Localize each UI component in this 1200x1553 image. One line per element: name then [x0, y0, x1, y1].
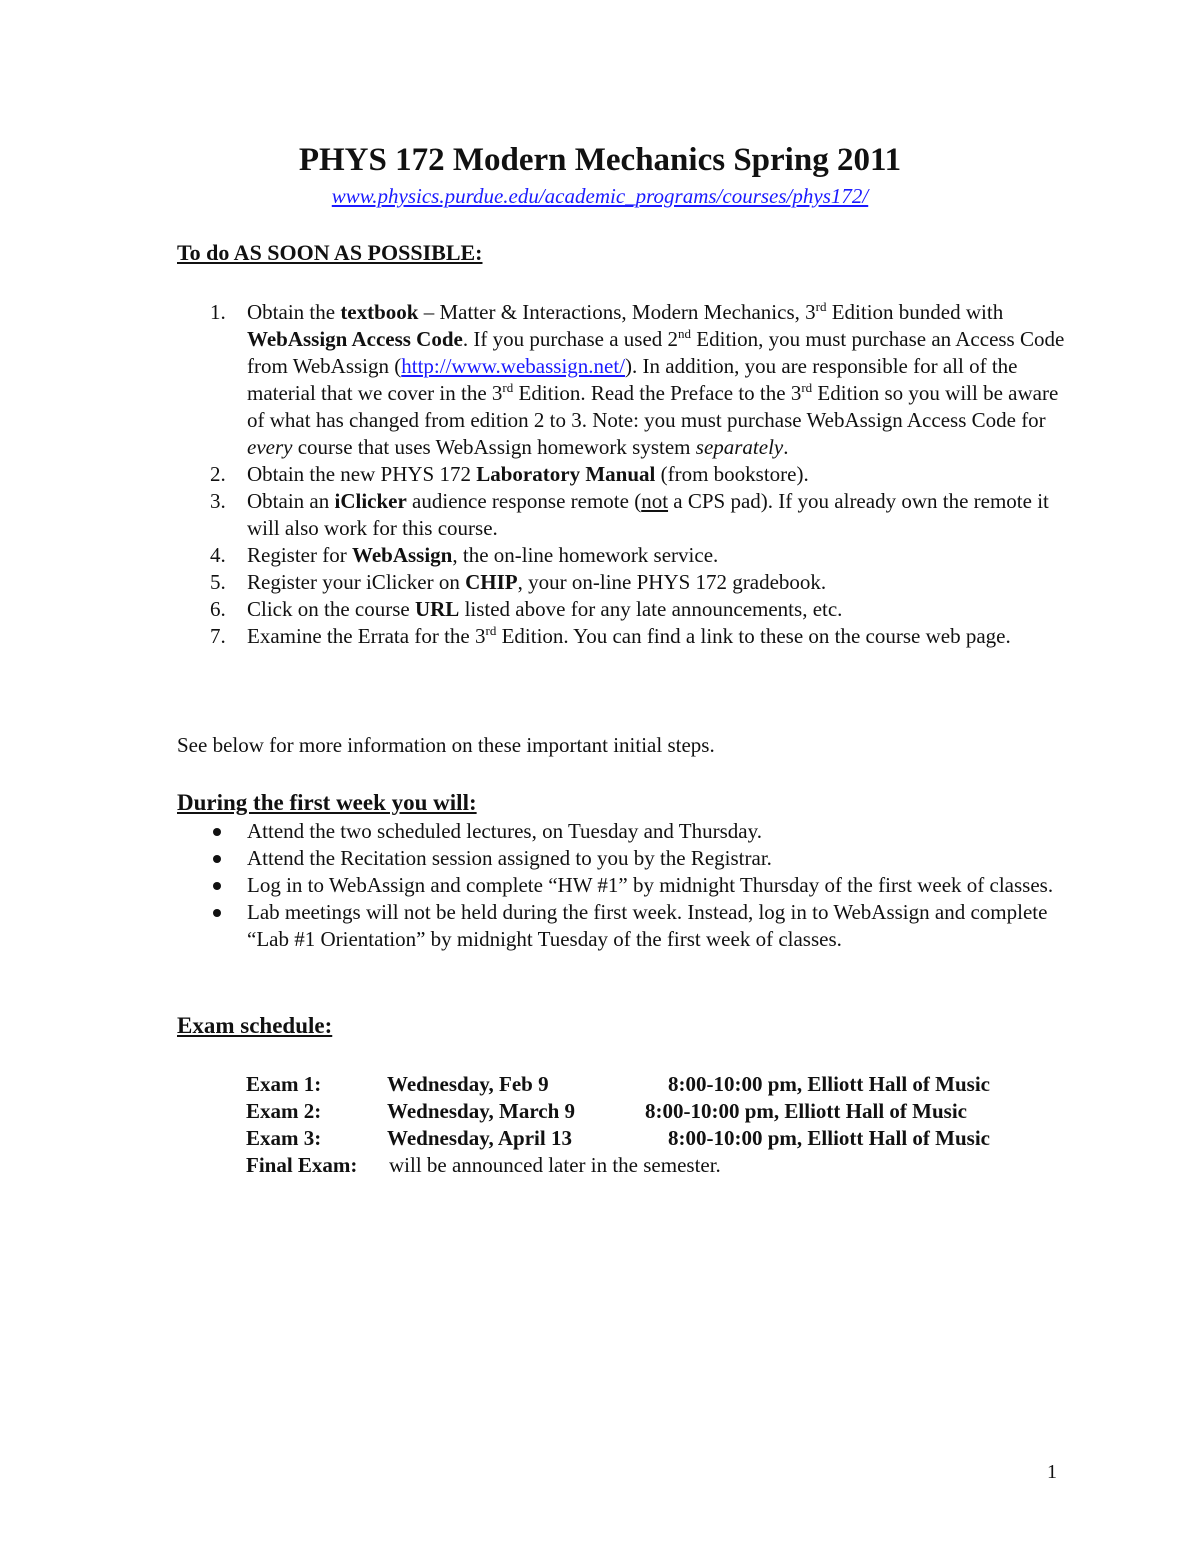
text: Register your iClicker on	[247, 570, 466, 594]
text: . If you purchase a used 2	[462, 327, 679, 351]
list-number: 2.	[210, 462, 226, 486]
first-week-heading: During the first week you will:	[177, 790, 477, 815]
text: Edition so you will be aware of what has changed from edition 2 to 3. Note: you must purchase WebAssign Access Code for	[247, 381, 1059, 432]
list-number: 6.	[210, 597, 226, 621]
text-bold: iClicker	[334, 489, 407, 513]
todo-list	[177, 299, 1067, 650]
exam-schedule-heading: Exam schedule:	[177, 1013, 333, 1038]
text-underline: not	[641, 489, 669, 513]
info-note: See below for more information on these important initial steps.	[177, 733, 715, 757]
final-exam-note: will be announced later in the semester.	[389, 1153, 721, 1177]
bullet-icon	[213, 828, 221, 836]
superscript: rd	[815, 299, 827, 314]
text: Examine the Errata for the 3	[247, 624, 486, 648]
list-item	[177, 596, 1067, 623]
exam-date: Wednesday, Feb 9	[387, 1072, 549, 1096]
text: Obtain the	[247, 300, 341, 324]
text: – Matter & Interactions, Modern Mechanics, 3	[418, 300, 816, 324]
text: Obtain the new PHYS 172	[247, 462, 477, 486]
text: Register for	[247, 543, 352, 567]
exam-date: Wednesday, April 13	[387, 1126, 572, 1150]
list-item	[177, 899, 1067, 953]
exam-time: 8:00-10:00 pm, Elliott Hall of Music	[668, 1072, 990, 1096]
text: ). In addition, you are responsible for all of the material that we cover in the 3	[247, 354, 1018, 405]
exam-time: 8:00-10:00 pm, Elliott Hall of Music	[645, 1099, 967, 1123]
text: , the on-line homework service.	[452, 543, 719, 567]
text: audience response remote (	[406, 489, 642, 513]
text: Edition. Read the Preface to the 3	[513, 381, 802, 405]
text: (from bookstore).	[655, 462, 809, 486]
text-bold: textbook	[340, 300, 419, 324]
text: Edition bunded with	[826, 300, 1004, 324]
text: , your on-line PHYS 172 gradebook.	[517, 570, 827, 594]
superscript: rd	[485, 623, 497, 638]
webassign-link[interactable]: http://www.webassign.net/	[401, 354, 626, 378]
list-item	[177, 461, 1067, 488]
text: course that uses WebAssign homework system	[292, 435, 696, 459]
text-bold: WebAssign Access Code	[247, 327, 463, 351]
list-number: 3.	[210, 489, 226, 513]
bullet-icon	[213, 855, 221, 863]
final-exam-label: Final Exam:	[246, 1153, 358, 1177]
text: Lab meetings will not be held during the first week. Instead, log in to WebAssign and complete “Lab #1 Orientation” by midnight Tuesday of the first week of classes.	[247, 900, 1048, 951]
text: Edition, you must purchase an Access Code from WebAssign (	[247, 327, 1065, 378]
todo-heading: To do AS SOON AS POSSIBLE:	[177, 240, 483, 265]
list-item	[177, 623, 1067, 650]
list-item	[177, 845, 1067, 872]
exam-label: Exam 1:	[246, 1072, 322, 1096]
list-number: 1.	[210, 300, 226, 324]
list-number: 5.	[210, 570, 226, 594]
text: .	[783, 435, 789, 459]
text: listed above for any late announcements, etc.	[459, 597, 843, 621]
text-bold: Laboratory Manual	[476, 462, 656, 486]
text: Attend the two scheduled lectures, on Tuesday and Thursday.	[247, 819, 762, 843]
list-number: 4.	[210, 543, 226, 567]
text: Edition. You can find a link to these on the course web page.	[496, 624, 1011, 648]
text: Log in to WebAssign and complete “HW #1” by midnight Thursday of the first week of classes.	[247, 873, 1054, 897]
list-item	[177, 488, 1067, 542]
text: Attend the Recitation session assigned to you by the Registrar.	[247, 846, 772, 870]
text: Click on the course	[247, 597, 415, 621]
text-bold: CHIP	[465, 570, 518, 594]
superscript: rd	[502, 380, 514, 395]
course-url-link[interactable]: www.physics.purdue.edu/academic_programs/courses/phys172/	[331, 184, 869, 208]
list-item	[177, 818, 1067, 845]
list-item	[177, 872, 1067, 899]
page-title: PHYS 172 Modern Mechanics Spring 2011	[298, 142, 902, 178]
first-week-list	[177, 818, 1067, 953]
list-number: 7.	[210, 624, 226, 648]
text-bold: URL	[414, 597, 460, 621]
exam-label: Exam 3:	[246, 1126, 322, 1150]
text-italic: separately	[695, 435, 784, 459]
exam-label: Exam 2:	[246, 1099, 322, 1123]
list-item	[177, 542, 1067, 569]
text-bold: WebAssign	[351, 543, 453, 567]
text-italic: every	[247, 435, 293, 459]
list-item	[177, 569, 1067, 596]
superscript: rd	[801, 380, 813, 395]
superscript: nd	[678, 326, 692, 341]
list-item	[177, 299, 1067, 461]
bullet-icon	[213, 909, 221, 917]
text: a CPS pad). If you already own the remote it will also work for this course.	[247, 489, 1049, 540]
page-number: 1	[1047, 1461, 1057, 1483]
exam-time: 8:00-10:00 pm, Elliott Hall of Music	[668, 1126, 990, 1150]
bullet-icon	[213, 882, 221, 890]
exam-date: Wednesday, March 9	[387, 1099, 576, 1123]
text: Obtain an	[247, 489, 335, 513]
